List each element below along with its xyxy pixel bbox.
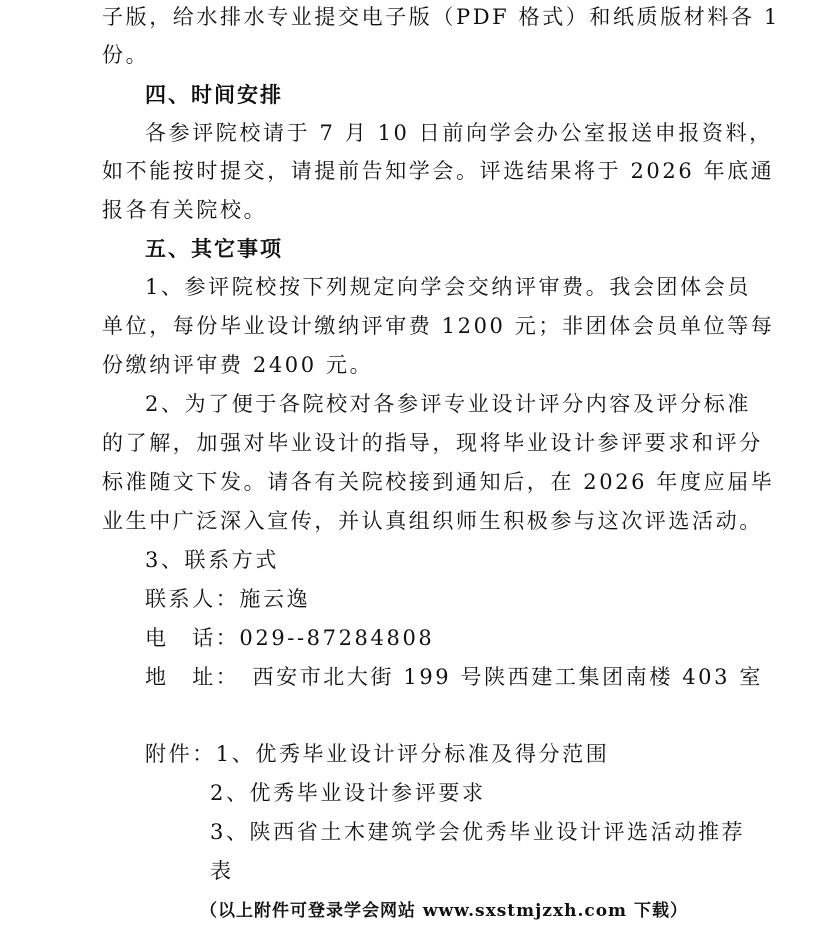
body-line: 的了解，加强对毕业设计的指导，现将毕业设计参评要求和评分	[102, 431, 763, 455]
attachment-line: 附件：1、优秀毕业设计评分标准及得分范围	[145, 742, 610, 766]
section-heading: 五、其它事项	[145, 237, 283, 261]
attachment-line: 2、优秀毕业设计参评要求	[210, 781, 486, 805]
download-note: （以上附件可登录学会网站 www.sxstmjzxh.com 下载）	[200, 901, 688, 921]
contact-phone: 电 话：029--87284808	[145, 626, 435, 650]
body-line: 子版，给水排水专业提交电子版（PDF 格式）和纸质版材料各 1	[102, 5, 780, 29]
body-line: 报各有关院校。	[102, 198, 268, 222]
body-line: 份缴纳评审费 2400 元。	[102, 353, 374, 377]
body-line: 份。	[102, 43, 150, 67]
body-line: 业生中广泛深入宣传，并认真组织师生积极参与这次评选活动。	[102, 509, 763, 533]
section-heading: 四、时间安排	[145, 83, 283, 107]
contact-heading: 3、联系方式	[145, 548, 279, 572]
contact-address: 地 址： 西安市北大街 199 号陕西建工集团南楼 403 室	[145, 665, 763, 689]
body-line: 1、参评院校按下列规定向学会交纳评审费。我会团体会员	[145, 275, 751, 299]
body-line: 2、为了便于各院校对各参评专业设计评分内容及评分标准	[145, 392, 751, 416]
body-line: 标准随文下发。请各有关院校接到通知后，在 2026 年度应届毕	[102, 470, 775, 494]
attachment-line: 表	[210, 859, 234, 883]
body-line: 如不能按时提交，请提前告知学会。评选结果将于 2026 年底通	[102, 159, 775, 183]
contact-person: 联系人：施云逸	[145, 587, 311, 611]
attachment-line: 3、陕西省土木建筑学会优秀毕业设计评选活动推荐	[210, 820, 746, 844]
body-line: 各参评院校请于 7 月 10 日前向学会办公室报送申报资料，	[145, 121, 773, 145]
body-line: 单位，每份毕业设计缴纳评审费 1200 元；非团体会员单位等每	[102, 314, 775, 338]
